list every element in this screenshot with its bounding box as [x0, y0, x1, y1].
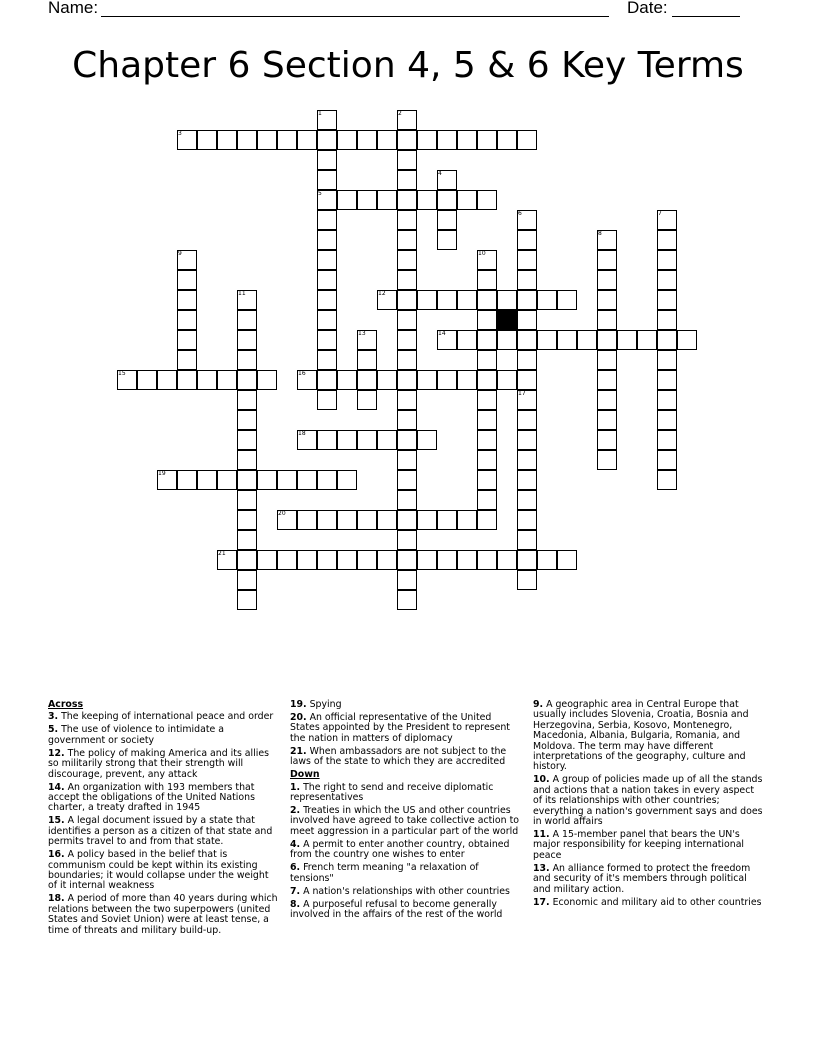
crossword-cell[interactable] [217, 470, 237, 490]
crossword-cell[interactable] [657, 410, 677, 430]
clue-down: 13. An alliance formed to protect the freedom and security of it's members through political and military action. [533, 862, 751, 895]
crossword-cell[interactable] [517, 370, 537, 390]
crossword-cell[interactable] [457, 550, 477, 570]
crossword-cell[interactable] [397, 450, 417, 470]
clue-number: 12 [378, 290, 386, 297]
clue-number: 13 [358, 330, 366, 337]
crossword-cell[interactable] [477, 470, 497, 490]
clue-across: 12. The policy of making America and its allies so militarily strong that their strength will discourage, prevent, any attack [48, 747, 270, 780]
clue-number: 7 [658, 210, 662, 217]
crossword-cell[interactable] [337, 470, 357, 490]
clue-across: 18. A period of more than 40 years during which relations between the two superpowers (united States and Soviet Union) were at least tense, a time of threats and military build-up. [48, 893, 278, 936]
crossword-cell[interactable] [437, 130, 457, 150]
down-heading: Down [290, 769, 320, 781]
crossword-cell[interactable] [297, 470, 317, 490]
crossword-cell[interactable] [317, 430, 337, 450]
clue-number: 18 [298, 430, 306, 437]
crossword-cell[interactable] [477, 330, 497, 350]
crossword-cell[interactable] [477, 270, 497, 290]
crossword-cell[interactable] [657, 350, 677, 370]
crossword-cell[interactable] [517, 250, 537, 270]
crossword-cell[interactable] [397, 190, 417, 210]
crossword-cell[interactable] [437, 210, 457, 230]
blocked-square [497, 310, 517, 330]
crossword-cell[interactable] [397, 370, 417, 390]
crossword-cell[interactable] [237, 330, 257, 350]
crossword-cell[interactable] [437, 370, 457, 390]
crossword-cell[interactable] [437, 230, 457, 250]
crossword-cell[interactable] [417, 190, 437, 210]
clue-number: 15 [118, 370, 126, 377]
crossword-cell[interactable] [237, 130, 257, 150]
crossword-cell[interactable] [597, 410, 617, 430]
crossword-cell[interactable] [657, 270, 677, 290]
crossword-cell[interactable] [317, 130, 337, 150]
crossword-cell[interactable] [357, 550, 377, 570]
crossword-cell[interactable] [417, 130, 437, 150]
crossword-cell[interactable] [177, 370, 197, 390]
crossword-cell[interactable] [237, 570, 257, 590]
crossword-cell[interactable] [257, 550, 277, 570]
crossword-cell[interactable] [397, 430, 417, 450]
crossword-cell[interactable] [517, 490, 537, 510]
crossword-cell[interactable] [277, 130, 297, 150]
crossword-cell[interactable] [517, 410, 537, 430]
crossword-cell[interactable] [177, 310, 197, 330]
crossword-cell[interactable] [397, 410, 417, 430]
crossword-cell[interactable] [397, 570, 417, 590]
crossword-cell[interactable] [337, 430, 357, 450]
crossword-cell[interactable] [477, 510, 497, 530]
crossword-cell[interactable] [237, 450, 257, 470]
crossword-cell[interactable] [297, 130, 317, 150]
crossword-cell[interactable] [237, 430, 257, 450]
clue-across: 20. An official representative of the United States appointed by the President to represent the nation in matters of diplomacy [290, 712, 510, 744]
clue-across: 5. The use of violence to intimidate a government or society [48, 724, 225, 746]
crossword-cell[interactable] [417, 550, 437, 570]
crossword-cell[interactable] [357, 350, 377, 370]
clue-down: 17. Economic and military aid to other countries [533, 896, 762, 908]
clue-down: 2. Treaties in which the US and other countries involved have agreed to take collective action to meet aggression in a particular part of the world [290, 805, 519, 837]
crossword-cell[interactable] [317, 290, 337, 310]
crossword-cell[interactable] [257, 470, 277, 490]
crossword-cell[interactable] [457, 330, 477, 350]
crossword-cell[interactable] [397, 550, 417, 570]
crossword-cell[interactable] [337, 510, 357, 530]
crossword-cell[interactable] [657, 390, 677, 410]
crossword-cell[interactable] [317, 330, 337, 350]
crossword-cell[interactable] [317, 510, 337, 530]
crossword-cell[interactable] [397, 350, 417, 370]
crossword-cell[interactable] [377, 430, 397, 450]
clue-number: 9 [178, 250, 182, 257]
clue-number: 14 [438, 330, 446, 337]
crossword-cell[interactable] [517, 350, 537, 370]
crossword-cell[interactable] [597, 310, 617, 330]
crossword-cell[interactable] [477, 370, 497, 390]
crossword-cell[interactable] [457, 510, 477, 530]
crossword-cell[interactable] [257, 130, 277, 150]
clue-number: 2 [398, 110, 402, 117]
crossword-cell[interactable] [317, 230, 337, 250]
crossword-cell[interactable] [317, 310, 337, 330]
clue-number: 6 [518, 210, 522, 217]
crossword-cell[interactable] [517, 470, 537, 490]
crossword-cell[interactable] [477, 550, 497, 570]
crossword-cell[interactable] [657, 330, 677, 350]
clue-down: 1. The right to send and receive diplomatic representatives [290, 781, 494, 804]
crossword-cell[interactable] [517, 270, 537, 290]
crossword-cell[interactable] [177, 290, 197, 310]
crossword-cell[interactable] [317, 550, 337, 570]
crossword-cell[interactable] [517, 450, 537, 470]
crossword-cell[interactable] [497, 290, 517, 310]
crossword-cell[interactable] [237, 470, 257, 490]
crossword-cell[interactable] [437, 510, 457, 530]
crossword-cell[interactable] [597, 390, 617, 410]
crossword-cell[interactable] [397, 250, 417, 270]
clue-number: 16 [298, 370, 306, 377]
crossword-cell[interactable] [597, 450, 617, 470]
crossword-cell[interactable] [397, 490, 417, 510]
crossword-cell[interactable] [517, 570, 537, 590]
crossword-cell[interactable] [437, 190, 457, 210]
crossword-cell[interactable] [577, 330, 597, 350]
crossword-cell[interactable] [597, 270, 617, 290]
crossword-cell[interactable] [597, 330, 617, 350]
crossword-cell[interactable] [677, 330, 697, 350]
crossword-cell[interactable] [397, 150, 417, 170]
crossword-cell[interactable] [317, 250, 337, 270]
crossword-cell[interactable] [597, 350, 617, 370]
clue-down: 11. A 15-member panel that bears the UN's major responsibility for keeping international peace [533, 829, 745, 861]
date-label: Date: [627, 0, 668, 17]
crossword-cell[interactable] [477, 410, 497, 430]
clue-down: 9. A geographic area in Central Europe that usually includes Slovenia, Croatia, Bosnia and Herzegovina, Serbia, Kosovo, Montenegro, Macedonia, Albania, Bulgaria, Romania, and Moldova. The term may have different interpretations of the geography, culture and history. [533, 699, 749, 773]
crossword-cell[interactable] [657, 250, 677, 270]
crossword-cell[interactable] [357, 390, 377, 410]
crossword-cell[interactable] [397, 510, 417, 530]
crossword-cell[interactable] [397, 330, 417, 350]
crossword-cell[interactable] [397, 470, 417, 490]
crossword-cell[interactable] [517, 430, 537, 450]
crossword-cell[interactable] [377, 510, 397, 530]
crossword-cell[interactable] [317, 150, 337, 170]
crossword-cell[interactable] [377, 130, 397, 150]
crossword-cell[interactable] [417, 510, 437, 530]
clue-across: 21. When ambassadors are not subject to the laws of the state to which they are accredited [290, 745, 507, 768]
clue-number: 4 [438, 170, 442, 177]
clue-number: 1 [318, 110, 322, 117]
crossword-cell[interactable] [497, 370, 517, 390]
crossword-cell[interactable] [477, 310, 497, 330]
crossword-cell[interactable] [417, 370, 437, 390]
clue-number: 11 [238, 290, 246, 297]
crossword-cell[interactable] [337, 550, 357, 570]
clue-down: 6. French term meaning "a relaxation of tensions" [290, 862, 479, 884]
crossword-cell[interactable] [557, 550, 577, 570]
crossword-cell[interactable] [297, 510, 317, 530]
crossword-cell[interactable] [657, 430, 677, 450]
crossword-cell[interactable] [237, 510, 257, 530]
clue-number: 19 [158, 470, 166, 477]
clue-number: 10 [478, 250, 486, 257]
crossword-cell[interactable] [237, 410, 257, 430]
crossword-cell[interactable] [177, 270, 197, 290]
crossword-cell[interactable] [397, 530, 417, 550]
clue-across: 16. A policy based in the belief that is communism could be kept within its existing boundaries; it would collapse under the weight of it internal weakness [48, 849, 269, 892]
crossword-cell[interactable] [357, 370, 377, 390]
crossword-cell[interactable] [317, 390, 337, 410]
crossword-cell[interactable] [357, 430, 377, 450]
crossword-cell[interactable] [457, 290, 477, 310]
crossword-cell[interactable] [517, 290, 537, 310]
crossword-cell[interactable] [237, 350, 257, 370]
crossword-cell[interactable] [517, 550, 537, 570]
crossword-cell[interactable] [237, 310, 257, 330]
crossword-cell[interactable] [197, 130, 217, 150]
clue-number: 3 [178, 130, 182, 137]
crossword-cell[interactable] [397, 170, 417, 190]
clue-number: 17 [518, 390, 526, 397]
page-title: Chapter 6 Section 4, 5 & 6 Key Terms [72, 45, 744, 86]
crossword-cell[interactable] [597, 430, 617, 450]
crossword-cell[interactable] [657, 230, 677, 250]
clue-number: 20 [278, 510, 286, 517]
crossword-cell[interactable] [537, 550, 557, 570]
crossword-cell[interactable] [457, 130, 477, 150]
clue-down: 7. A nation's relationships with other countries [290, 885, 510, 897]
crossword-cell[interactable] [337, 190, 357, 210]
crossword-cell[interactable] [437, 550, 457, 570]
crossword-cell[interactable] [517, 510, 537, 530]
clue-across: 19. Spying [290, 699, 342, 710]
crossword-cell[interactable] [537, 330, 557, 350]
crossword-cell[interactable] [317, 370, 337, 390]
crossword-cell[interactable] [597, 370, 617, 390]
crossword-cell[interactable] [177, 470, 197, 490]
crossword-cell[interactable] [377, 550, 397, 570]
crossword-cell[interactable] [617, 330, 637, 350]
crossword-cell[interactable] [237, 490, 257, 510]
crossword-cell[interactable] [477, 430, 497, 450]
crossword-cell[interactable] [397, 310, 417, 330]
crossword-cell[interactable] [397, 130, 417, 150]
crossword-cell[interactable] [657, 450, 677, 470]
crossword-cell[interactable] [517, 130, 537, 150]
clue-number: 5 [318, 190, 322, 197]
crossword-cell[interactable] [637, 330, 657, 350]
crossword-cell[interactable] [197, 470, 217, 490]
crossword-cell[interactable] [317, 270, 337, 290]
crossword-cell[interactable] [557, 290, 577, 310]
name-label: Name: [48, 0, 99, 17]
crossword-cell[interactable] [477, 190, 497, 210]
crossword-cell[interactable] [497, 550, 517, 570]
crossword-cell[interactable] [437, 290, 457, 310]
crossword-cell[interactable] [477, 490, 497, 510]
crossword-cell[interactable] [277, 550, 297, 570]
crossword-cell[interactable] [297, 550, 317, 570]
clue-down: 8. A purposeful refusal to become generally involved in the affairs of the rest of the world [290, 898, 503, 921]
crossword-cell[interactable] [257, 370, 277, 390]
crossword-cell[interactable] [557, 330, 577, 350]
crossword-cell[interactable] [477, 450, 497, 470]
crossword-cell[interactable] [657, 370, 677, 390]
crossword-cell[interactable] [377, 190, 397, 210]
crossword-cell[interactable] [537, 290, 557, 310]
crossword-cell[interactable] [657, 290, 677, 310]
crossword-cell[interactable] [417, 290, 437, 310]
crossword-cell[interactable] [357, 510, 377, 530]
crossword-cell[interactable] [397, 230, 417, 250]
across-heading: Across [48, 699, 84, 710]
crossword-cell[interactable] [157, 370, 177, 390]
crossword-cell[interactable] [397, 290, 417, 310]
crossword-cell[interactable] [357, 130, 377, 150]
crossword-cell[interactable] [317, 350, 337, 370]
crossword-cell[interactable] [137, 370, 157, 390]
crossword-cell[interactable] [597, 290, 617, 310]
crossword-cell[interactable] [457, 190, 477, 210]
clue-number: 21 [218, 550, 226, 557]
crossword-cell[interactable] [197, 370, 217, 390]
crossword-cell[interactable] [657, 470, 677, 490]
crossword-cell[interactable] [457, 370, 477, 390]
crossword-cell[interactable] [317, 210, 337, 230]
crossword-cell[interactable] [657, 310, 677, 330]
crossword-cell[interactable] [477, 390, 497, 410]
crossword-cell[interactable] [237, 370, 257, 390]
crossword-cell[interactable] [237, 550, 257, 570]
crossword-cell[interactable] [497, 330, 517, 350]
crossword-cell[interactable] [177, 330, 197, 350]
crossword-cell[interactable] [237, 590, 257, 610]
crossword-cell[interactable] [357, 190, 377, 210]
crossword-cell[interactable] [377, 370, 397, 390]
crossword-cell[interactable] [397, 390, 417, 410]
crossword-cell[interactable] [177, 350, 197, 370]
crossword-cell[interactable] [237, 530, 257, 550]
clue-across: 15. A legal document issued by a state that identifies a person as a citizen of that state and permits travel to and from that state. [48, 815, 273, 848]
crossword-cell[interactable] [317, 170, 337, 190]
crossword-cell[interactable] [477, 130, 497, 150]
crossword-cell[interactable] [497, 130, 517, 150]
crossword-cell[interactable] [217, 130, 237, 150]
clues-column-1 [48, 700, 280, 939]
crossword-cell[interactable] [517, 530, 537, 550]
crossword-cell[interactable] [397, 590, 417, 610]
crossword-cell[interactable] [337, 370, 357, 390]
crossword-cell[interactable] [417, 430, 437, 450]
crossword-cell[interactable] [317, 470, 337, 490]
crossword-cell[interactable] [397, 270, 417, 290]
clue-number: 8 [598, 230, 602, 237]
crossword-cell[interactable] [217, 370, 237, 390]
crossword-cell[interactable] [237, 390, 257, 410]
clues-column-3 [533, 700, 765, 911]
crossword-cell[interactable] [277, 470, 297, 490]
crossword-cell[interactable] [597, 250, 617, 270]
crossword-cell[interactable] [337, 130, 357, 150]
clue-down: 4. A permit to enter another country, obtained from the country one wishes to enter [290, 838, 510, 861]
crossword-cell[interactable] [517, 230, 537, 250]
crossword-cell[interactable] [517, 310, 537, 330]
clue-across: 3. The keeping of international peace and order [48, 711, 274, 723]
crossword-cell[interactable] [517, 330, 537, 350]
crossword-cell[interactable] [397, 210, 417, 230]
crossword-cell[interactable] [477, 350, 497, 370]
crossword-cell[interactable] [477, 290, 497, 310]
clue-down: 10. A group of policies made up of all the stands and actions that a nation takes in every aspect of its relationships with other countries; everything a nation's government says and does in world affairs [533, 774, 763, 828]
clue-across: 14. An organization with 193 members that accept the obligations of the United Nations charter, a treaty drafted in 1945 [48, 781, 255, 814]
clues-column-2 [290, 700, 520, 923]
